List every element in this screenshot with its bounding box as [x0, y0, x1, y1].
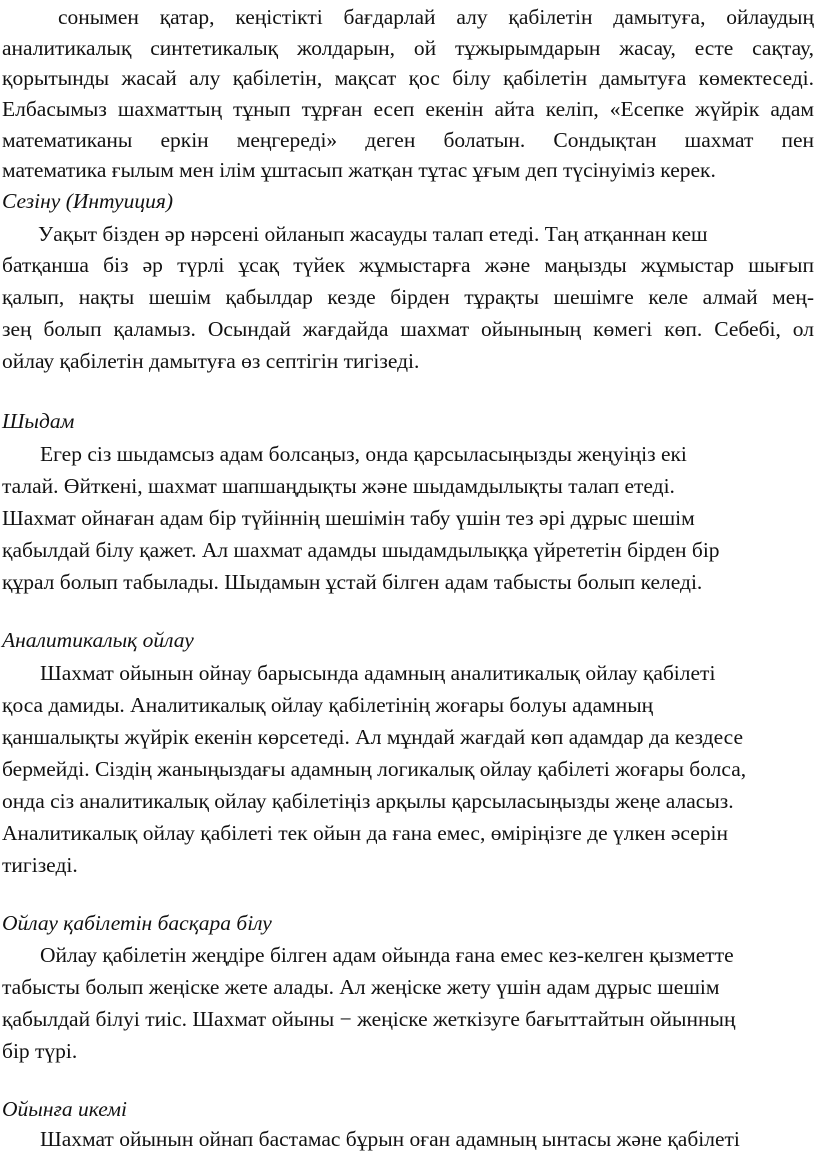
text-line: қалып, нақты шешім қабылдар кезде бірден тұрақты шешімге келе алмай мең- — [2, 285, 814, 309]
text-line: құрал болып табылады. Шыдамын ұстай білген адам табысты болып келеді. — [2, 570, 703, 594]
text-line: зең болып қаламыз. Осындай жағдайда шахмат ойынының көмегі көп. Себебі, ол — [2, 317, 814, 341]
text-line: Елбасымыз шахматтың тұнып тұрған есеп екенін айта келіп, «Есепке жүйрік адам — [2, 97, 814, 121]
section-heading-intuition: Сезіну (Интуиция) — [2, 189, 173, 213]
section-heading-control: Ойлау қабілетін басқара білу — [2, 911, 272, 935]
section-heading-patience: Шыдам — [2, 409, 75, 433]
text-line: сонымен қатар, кеңістікті бағдарлай алу қабілетін дамытуға, ойлаудың — [58, 5, 814, 29]
text-line: Егер сіз шыдамсыз адам болсаңыз, онда қарсыласыңызды жеңуіңіз екі — [40, 442, 687, 466]
text-line: онда сіз аналитикалық ойлау қабілетіңіз арқылы қарсыласыңызды жеңе аласыз. — [2, 789, 734, 813]
section-heading-analytical: Аналитикалық ойлау — [2, 628, 194, 652]
text-line: Ойлау қабілетін жеңдіре білген адам ойында ғана емес кез-келген қызметте — [40, 943, 734, 967]
text-line: Шахмат ойнаған адам бір түйіннің шешімін табу үшін тез әрі дұрыс шешім — [2, 506, 695, 530]
text-line: қорытынды жасай алу қабілетін, мақсат қос білу қабілетін дамытуға көмектеседі. — [2, 66, 814, 90]
text-line: батқанша біз әр түрлі ұсақ түйек жұмыстарға және маңызды жұмыстар шығып — [2, 253, 814, 277]
text-line: Аналитикалық ойлау қабілеті тек ойын да ғана емес, өміріңізге де үлкен әсерін — [2, 821, 728, 845]
text-line: Шахмат ойынын ойнау барысында адамның аналитикалық ойлау қабілеті — [40, 661, 716, 685]
text-line: қабылдай білу қажет. Ал шахмат адамды шыдамдылыққа үйрететін бірден бір — [2, 538, 720, 562]
text-line: бермейді. Сіздің жаныңыздағы адамның логикалық ойлау қабілеті жоғары болса, — [2, 757, 747, 781]
text-line: Шахмат ойынын ойнап бастамас бұрын оған адамның ынтасы және қабілеті — [40, 1127, 740, 1151]
section-heading-aptitude: Ойынға икемі — [2, 1097, 127, 1121]
text-line: аналитикалық синтетикалық жолдарын, ой тұжырымдарын жасау, есте сақтау, — [2, 36, 814, 60]
text-line: қабылдай білуі тиіс. Шахмат ойыны − жеңіске жеткізуге бағыттайтын ойынның — [2, 1007, 736, 1031]
text-line: талай. Өйткені, шахмат шапшаңдықты және шыдамдылықты талап етеді. — [2, 474, 675, 498]
text-line: математиканы еркін меңгереді» деген болатын. Сондықтан шахмат пен — [2, 128, 814, 152]
text-line: қаншалықты жүйрік екенін көрсетеді. Ал мұндай жағдай көп адамдар да кездесе — [2, 725, 744, 749]
text-line: бір түрі. — [2, 1039, 78, 1063]
text-line: Уақыт бізден әр нәрсені ойланып жасауды талап етеді. Таң атқаннан кеш — [38, 222, 708, 246]
text-line: қоса дамиды. Аналитикалық ойлау қабілетінің жоғары болуы адамның — [2, 693, 654, 717]
text-line: ойлау қабілетін дамытуға өз септігін тигізеді. — [2, 349, 420, 373]
text-line: табысты болып жеңіске жете алады. Ал жеңіске жету үшін адам дұрыс шешім — [2, 975, 720, 999]
text-line: математика ғылым мен ілім ұштасып жатқан тұтас ұғым деп түсінуіміз керек. — [2, 158, 716, 182]
text-line: тигізеді. — [2, 853, 78, 877]
